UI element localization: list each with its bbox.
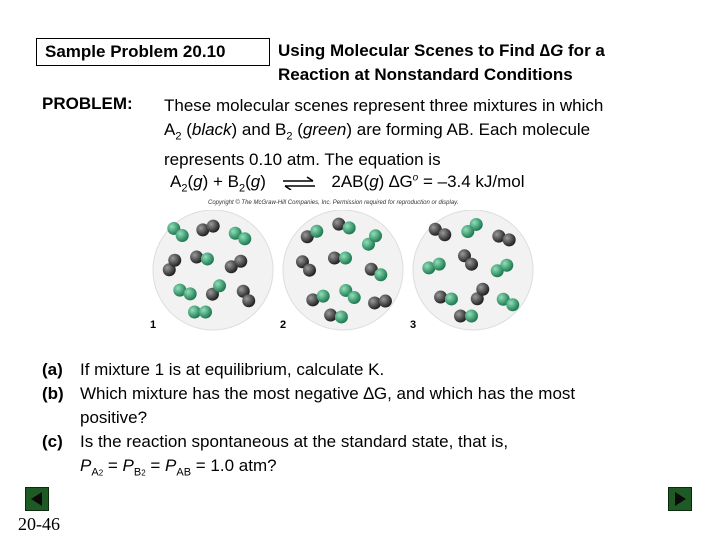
atom: [335, 310, 348, 323]
atom: [242, 294, 255, 307]
atom: [168, 254, 181, 267]
atom: [465, 310, 478, 323]
forward-button[interactable]: [668, 487, 692, 511]
atom: [234, 255, 247, 268]
atom: [379, 295, 392, 308]
atom: [324, 309, 337, 322]
atom: [310, 225, 323, 238]
question-b: (b) Which mixture has the most negative ∆G, and which has the most: [42, 384, 576, 403]
problem-title: Using Molecular Scenes to Find ∆G for a Reaction at Nonstandard Conditions: [278, 41, 605, 84]
atom: [207, 220, 220, 233]
scene-label-1: 1: [150, 319, 157, 331]
atom: [445, 292, 458, 305]
atom: [438, 228, 451, 241]
question-a: (a) If mixture 1 is at equilibrium, calculate K.: [42, 360, 385, 379]
atom: [434, 291, 447, 304]
sample-problem-label: Sample Problem 20.10: [36, 38, 270, 66]
atom: [201, 252, 214, 265]
delta-g-symbol: ∆G: [539, 41, 564, 60]
pressure-condition: $P_{A2} = P_{B2} = P_{AB} = 1.0$ atm?: [80, 456, 277, 479]
problem-label: PROBLEM:: [42, 94, 133, 113]
scene-label-3: 3: [410, 319, 417, 331]
back-button[interactable]: [25, 487, 49, 511]
atom: [433, 258, 446, 271]
page-number: 20-46: [18, 514, 60, 534]
copyright-notice: Copyright © The McGraw-Hill Companies, Inc. Permission required for reproduction or display.: [208, 200, 459, 206]
atom: [348, 291, 361, 304]
triangle-left-icon: [26, 488, 48, 510]
atom: [374, 268, 387, 281]
atom: [470, 218, 483, 231]
atom: [303, 264, 316, 277]
atom: [368, 296, 381, 309]
atom: [339, 252, 352, 265]
atom: [506, 298, 519, 311]
atom: [238, 232, 251, 245]
reaction-equation: $A_2(g) + B_2(g)$ 2AB(g) $\Delta G^o = -3.4$ kJ/mol: [170, 172, 525, 195]
scene-label-2: 2: [280, 319, 287, 331]
atom: [369, 229, 382, 242]
questions-list: [42, 358, 680, 485]
atom: [503, 233, 516, 246]
molecular-scenes: [150, 210, 570, 340]
question-b-continued: positive?: [80, 408, 148, 427]
question-c: (c) Is the reaction spontaneous at the standard state, that is,: [42, 432, 509, 451]
triangle-right-icon: [669, 488, 691, 510]
atom: [476, 283, 489, 296]
equilibrium-arrows-icon: [281, 176, 317, 190]
atom: [343, 221, 356, 234]
atom: [184, 287, 197, 300]
atom: [500, 259, 513, 272]
atom: [199, 306, 212, 319]
atom: [317, 290, 330, 303]
atom: [176, 229, 189, 242]
problem-statement: These molecular scenes represent three mixtures in which $A_2$ (black) and $B_2$ (green) are forming AB. Each molecule represents 0.10 atm. The equation is: [164, 96, 604, 170]
atom: [190, 251, 203, 264]
atom: [465, 258, 478, 271]
atom: [213, 279, 226, 292]
